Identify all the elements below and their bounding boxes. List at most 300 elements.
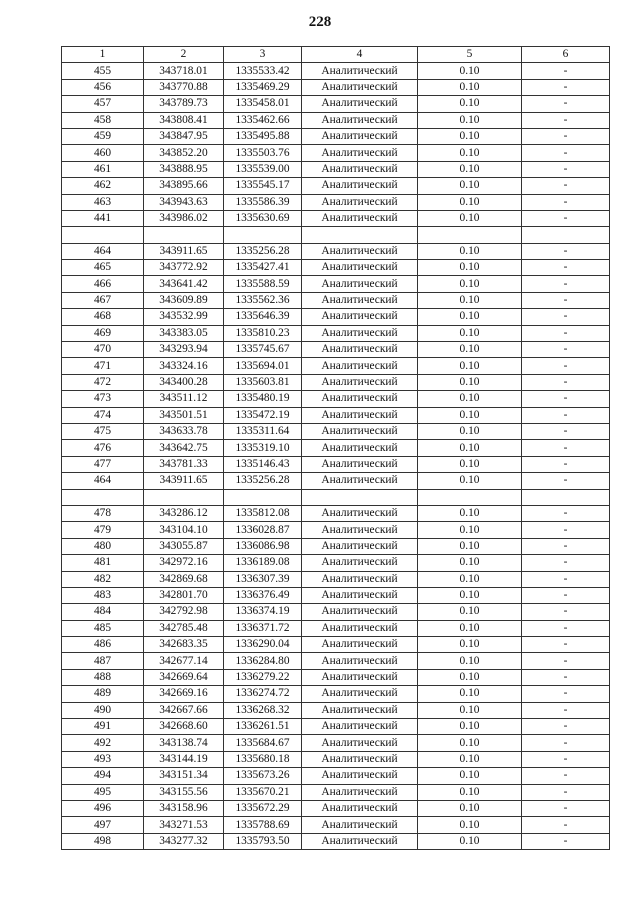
table-cell: 1335427.41 [224, 260, 302, 276]
table-cell: 491 [62, 719, 144, 735]
table-cell: 493 [62, 751, 144, 767]
table-cell: Аналитический [302, 719, 418, 735]
table-cell: 343770.88 [144, 79, 224, 95]
table-row [62, 505, 610, 521]
table-cell: - [522, 292, 610, 308]
table-cell [224, 227, 302, 243]
table-row [62, 719, 610, 735]
table-cell: Аналитический [302, 325, 418, 341]
table-cell: - [522, 112, 610, 128]
table-cell: Аналитический [302, 817, 418, 833]
table-cell: 343286.12 [144, 505, 224, 521]
table-cell: 0.10 [418, 505, 522, 521]
table-cell: 343532.99 [144, 309, 224, 325]
table-cell: - [522, 587, 610, 603]
table-cell: 1335810.23 [224, 325, 302, 341]
table-cell: Аналитический [302, 620, 418, 636]
table-cell: 1335311.64 [224, 423, 302, 439]
table-cell: 342972.16 [144, 555, 224, 571]
table-cell: 1336261.51 [224, 719, 302, 735]
table-row [62, 768, 610, 784]
table-cell: 1336284.80 [224, 653, 302, 669]
table-cell: 343633.78 [144, 423, 224, 439]
table-row [62, 292, 610, 308]
table-cell: 343271.53 [144, 817, 224, 833]
table-cell: 0.10 [418, 194, 522, 210]
table-cell: Аналитический [302, 637, 418, 653]
table-cell: 1335745.67 [224, 342, 302, 358]
table-cell: 343609.89 [144, 292, 224, 308]
table-cell: Аналитический [302, 604, 418, 620]
table-cell: 463 [62, 194, 144, 210]
table-cell: 343277.32 [144, 833, 224, 849]
column-header: 5 [418, 47, 522, 63]
table-cell: - [522, 522, 610, 538]
table-cell: Аналитический [302, 391, 418, 407]
table-cell: Аналитический [302, 686, 418, 702]
table-row [62, 817, 610, 833]
table-cell: Аналитический [302, 735, 418, 751]
table-cell: 497 [62, 817, 144, 833]
table-cell: 343511.12 [144, 391, 224, 407]
table-row [62, 243, 610, 259]
table-cell: 466 [62, 276, 144, 292]
table-row [62, 96, 610, 112]
table-cell: 0.10 [418, 407, 522, 423]
table-cell [418, 489, 522, 505]
table-cell: - [522, 620, 610, 636]
table-cell: Аналитический [302, 194, 418, 210]
table-row [62, 833, 610, 849]
table-cell: 0.10 [418, 210, 522, 226]
table-cell: 477 [62, 456, 144, 472]
table-cell: 0.10 [418, 423, 522, 439]
table-cell: Аналитический [302, 423, 418, 439]
table-cell: 342677.14 [144, 653, 224, 669]
table-row [62, 227, 610, 243]
table-cell: 1335684.67 [224, 735, 302, 751]
table-cell: Аналитический [302, 358, 418, 374]
table-cell: 343852.20 [144, 145, 224, 161]
table-cell: 482 [62, 571, 144, 587]
table-cell: 1335646.39 [224, 309, 302, 325]
table-cell: 471 [62, 358, 144, 374]
table-cell: 494 [62, 768, 144, 784]
table-cell: 0.10 [418, 735, 522, 751]
table-cell: 481 [62, 555, 144, 571]
column-header: 3 [224, 47, 302, 63]
table-cell: 343144.19 [144, 751, 224, 767]
table-cell: 342785.48 [144, 620, 224, 636]
table-row [62, 309, 610, 325]
table-cell: Аналитический [302, 505, 418, 521]
table-cell: 0.10 [418, 342, 522, 358]
table-cell: 1335256.28 [224, 473, 302, 489]
table-cell: - [522, 817, 610, 833]
table-cell: - [522, 604, 610, 620]
table-cell: 476 [62, 440, 144, 456]
table-row [62, 128, 610, 144]
table-cell: 456 [62, 79, 144, 95]
table-cell: 458 [62, 112, 144, 128]
table-cell: Аналитический [302, 571, 418, 587]
table-cell [522, 227, 610, 243]
table-cell: - [522, 784, 610, 800]
table-cell: 1335480.19 [224, 391, 302, 407]
table-cell: 1336374.19 [224, 604, 302, 620]
table-cell: 1336307.39 [224, 571, 302, 587]
table-cell: 343642.75 [144, 440, 224, 456]
table-row [62, 489, 610, 505]
table-cell: 1335788.69 [224, 817, 302, 833]
table-cell: - [522, 309, 610, 325]
table-cell: 480 [62, 538, 144, 554]
table-cell: 1335503.76 [224, 145, 302, 161]
table-cell: 1336086.98 [224, 538, 302, 554]
table-cell [302, 227, 418, 243]
table-cell: 342869.68 [144, 571, 224, 587]
table-cell: - [522, 751, 610, 767]
table-cell [418, 227, 522, 243]
table-row [62, 637, 610, 653]
table-row [62, 407, 610, 423]
table-cell: 343781.33 [144, 456, 224, 472]
table-cell: 0.10 [418, 63, 522, 79]
table-cell: 1335603.81 [224, 374, 302, 390]
table-cell: - [522, 325, 610, 341]
table-cell: - [522, 768, 610, 784]
table-cell: 1335319.10 [224, 440, 302, 456]
table-cell: - [522, 653, 610, 669]
table-cell: 343383.05 [144, 325, 224, 341]
table-row [62, 800, 610, 816]
table-cell: - [522, 260, 610, 276]
table-row [62, 538, 610, 554]
table-cell: 0.10 [418, 686, 522, 702]
table-cell [144, 489, 224, 505]
table-cell: 465 [62, 260, 144, 276]
table-cell [62, 489, 144, 505]
table-cell: 0.10 [418, 620, 522, 636]
table-cell: 343789.73 [144, 96, 224, 112]
table-cell: Аналитический [302, 440, 418, 456]
table-cell: 1335495.88 [224, 128, 302, 144]
table-cell: 492 [62, 735, 144, 751]
table-cell: 0.10 [418, 128, 522, 144]
table-cell: 1335793.50 [224, 833, 302, 849]
table-cell: 0.10 [418, 522, 522, 538]
table-cell: Аналитический [302, 587, 418, 603]
table-cell: 455 [62, 63, 144, 79]
table-cell: - [522, 342, 610, 358]
table-cell: 342683.35 [144, 637, 224, 653]
table-cell: 0.10 [418, 358, 522, 374]
table-cell: 467 [62, 292, 144, 308]
table-cell: 0.10 [418, 784, 522, 800]
table-cell: 0.10 [418, 555, 522, 571]
table-cell: 1335630.69 [224, 210, 302, 226]
table-cell: 460 [62, 145, 144, 161]
table-cell: 342669.64 [144, 669, 224, 685]
table-row [62, 112, 610, 128]
table-cell: 479 [62, 522, 144, 538]
table-cell: 1336189.08 [224, 555, 302, 571]
table-cell: 0.10 [418, 440, 522, 456]
table-cell: Аналитический [302, 653, 418, 669]
table-cell: - [522, 555, 610, 571]
table-row [62, 473, 610, 489]
table-cell: - [522, 833, 610, 849]
table-row [62, 79, 610, 95]
table-cell: 474 [62, 407, 144, 423]
table-cell: 489 [62, 686, 144, 702]
table-cell: 1335673.26 [224, 768, 302, 784]
table-cell: 343158.96 [144, 800, 224, 816]
table-row [62, 440, 610, 456]
table-cell: 483 [62, 587, 144, 603]
table-row [62, 686, 610, 702]
table-cell: - [522, 473, 610, 489]
table-cell: 343772.92 [144, 260, 224, 276]
table-cell: 0.10 [418, 587, 522, 603]
table-cell: 343138.74 [144, 735, 224, 751]
table-cell: 0.10 [418, 702, 522, 718]
table-cell [62, 227, 144, 243]
table-cell: - [522, 358, 610, 374]
table-cell: 441 [62, 210, 144, 226]
table-cell: Аналитический [302, 79, 418, 95]
table-cell: 0.10 [418, 145, 522, 161]
table-cell: 1335562.36 [224, 292, 302, 308]
table-header [62, 47, 610, 63]
table-cell [224, 489, 302, 505]
table-cell: Аналитический [302, 456, 418, 472]
page-number: 228 [308, 14, 332, 30]
table-cell: 0.10 [418, 751, 522, 767]
table-cell: - [522, 456, 610, 472]
table-row [62, 260, 610, 276]
table-row [62, 161, 610, 177]
table-cell: 0.10 [418, 325, 522, 341]
table-cell [522, 489, 610, 505]
table-cell: 457 [62, 96, 144, 112]
table-cell: 343911.65 [144, 473, 224, 489]
table-cell: 0.10 [418, 96, 522, 112]
table-row [62, 784, 610, 800]
table-cell: 0.10 [418, 292, 522, 308]
table-cell: 469 [62, 325, 144, 341]
table-cell: 343104.10 [144, 522, 224, 538]
column-header: 1 [62, 47, 144, 63]
table-cell: 343293.94 [144, 342, 224, 358]
table-cell: - [522, 276, 610, 292]
table-cell: 459 [62, 128, 144, 144]
table-cell: - [522, 686, 610, 702]
table-cell: - [522, 391, 610, 407]
table-cell: Аналитический [302, 522, 418, 538]
table-cell: 464 [62, 243, 144, 259]
table-cell: 343151.34 [144, 768, 224, 784]
table-row [62, 555, 610, 571]
table-cell: 343400.28 [144, 374, 224, 390]
table-cell: 498 [62, 833, 144, 849]
table-cell: Аналитический [302, 768, 418, 784]
table-cell: - [522, 505, 610, 521]
table-cell: - [522, 79, 610, 95]
table-row [62, 358, 610, 374]
table-cell: 472 [62, 374, 144, 390]
table-cell: 1335586.39 [224, 194, 302, 210]
table-cell: 490 [62, 702, 144, 718]
table-cell: - [522, 145, 610, 161]
table-cell: Аналитический [302, 210, 418, 226]
table-cell: 1335469.29 [224, 79, 302, 95]
table-cell: 0.10 [418, 637, 522, 653]
table-cell: 343641.42 [144, 276, 224, 292]
table-cell: 1336274.72 [224, 686, 302, 702]
table-cell: 485 [62, 620, 144, 636]
table-cell: - [522, 96, 610, 112]
table-cell: 343888.95 [144, 161, 224, 177]
table-row [62, 522, 610, 538]
table-cell: - [522, 161, 610, 177]
table-cell: Аналитический [302, 833, 418, 849]
table-cell: 1335588.59 [224, 276, 302, 292]
table-cell: 343847.95 [144, 128, 224, 144]
table-cell: 343895.66 [144, 178, 224, 194]
table-cell: 468 [62, 309, 144, 325]
table-cell: Аналитический [302, 260, 418, 276]
table-cell: 0.10 [418, 473, 522, 489]
table-cell: 496 [62, 800, 144, 816]
table-cell: 0.10 [418, 243, 522, 259]
table-cell: 0.10 [418, 817, 522, 833]
table-cell: 0.10 [418, 178, 522, 194]
table-cell: Аналитический [302, 96, 418, 112]
table-cell: - [522, 178, 610, 194]
table-cell: 473 [62, 391, 144, 407]
table-cell: 343501.51 [144, 407, 224, 423]
table-cell: 342801.70 [144, 587, 224, 603]
column-header: 2 [144, 47, 224, 63]
table-cell: Аналитический [302, 342, 418, 358]
table-row [62, 63, 610, 79]
table-cell: - [522, 243, 610, 259]
table-cell: 475 [62, 423, 144, 439]
table-row [62, 456, 610, 472]
table-row [62, 178, 610, 194]
table-cell: - [522, 719, 610, 735]
table-cell: 0.10 [418, 456, 522, 472]
table-cell: - [522, 194, 610, 210]
table-cell: 0.10 [418, 309, 522, 325]
table-cell: 1335812.08 [224, 505, 302, 521]
table-cell: 1336268.32 [224, 702, 302, 718]
table-cell: - [522, 128, 610, 144]
table-cell: 0.10 [418, 538, 522, 554]
table-row [62, 374, 610, 390]
table-cell: 0.10 [418, 719, 522, 735]
table-cell: 478 [62, 505, 144, 521]
table-cell: 343911.65 [144, 243, 224, 259]
table-cell: 1335670.21 [224, 784, 302, 800]
table-row [62, 702, 610, 718]
table-cell: 343808.41 [144, 112, 224, 128]
table-cell: 462 [62, 178, 144, 194]
table-cell: Аналитический [302, 161, 418, 177]
table-cell: Аналитический [302, 276, 418, 292]
table-row [62, 391, 610, 407]
table-cell: - [522, 440, 610, 456]
table-cell: Аналитический [302, 555, 418, 571]
table-row [62, 620, 610, 636]
table-row [62, 735, 610, 751]
table-cell: Аналитический [302, 309, 418, 325]
table-cell: 342668.60 [144, 719, 224, 735]
table-cell: 1336376.49 [224, 587, 302, 603]
table-cell: Аналитический [302, 243, 418, 259]
table-cell: - [522, 735, 610, 751]
table-cell: 0.10 [418, 391, 522, 407]
table-row [62, 194, 610, 210]
table-cell: 1335256.28 [224, 243, 302, 259]
table-cell: Аналитический [302, 407, 418, 423]
table-cell [302, 489, 418, 505]
column-header: 4 [302, 47, 418, 63]
table-cell: 461 [62, 161, 144, 177]
table-row [62, 325, 610, 341]
table-cell: - [522, 637, 610, 653]
table-cell: 0.10 [418, 374, 522, 390]
table-cell: 0.10 [418, 276, 522, 292]
table-cell: Аналитический [302, 145, 418, 161]
table-cell: Аналитический [302, 178, 418, 194]
table-cell: - [522, 800, 610, 816]
table-cell: 343943.63 [144, 194, 224, 210]
column-header: 6 [522, 47, 610, 63]
table-cell: 488 [62, 669, 144, 685]
table-cell: 1335146.43 [224, 456, 302, 472]
table-row [62, 669, 610, 685]
table-cell: - [522, 669, 610, 685]
table-cell: 1336290.04 [224, 637, 302, 653]
table-cell [144, 227, 224, 243]
table-cell: 0.10 [418, 604, 522, 620]
table-cell: 0.10 [418, 260, 522, 276]
table-cell: - [522, 571, 610, 587]
table-row [62, 571, 610, 587]
header-row [62, 47, 610, 63]
table-cell: 1336371.72 [224, 620, 302, 636]
table-cell: 1335694.01 [224, 358, 302, 374]
table-row [62, 751, 610, 767]
table-cell: 343324.16 [144, 358, 224, 374]
table-cell: 464 [62, 473, 144, 489]
table-row [62, 423, 610, 439]
table-cell: - [522, 374, 610, 390]
table-cell: 1335458.01 [224, 96, 302, 112]
table-cell: 0.10 [418, 833, 522, 849]
table-row [62, 604, 610, 620]
table-cell: - [522, 407, 610, 423]
table-cell: Аналитический [302, 751, 418, 767]
coordinates-table [61, 46, 610, 850]
table-cell: 470 [62, 342, 144, 358]
table-row [62, 653, 610, 669]
table-cell: 343986.02 [144, 210, 224, 226]
table-cell: 343155.56 [144, 784, 224, 800]
table-row [62, 210, 610, 226]
